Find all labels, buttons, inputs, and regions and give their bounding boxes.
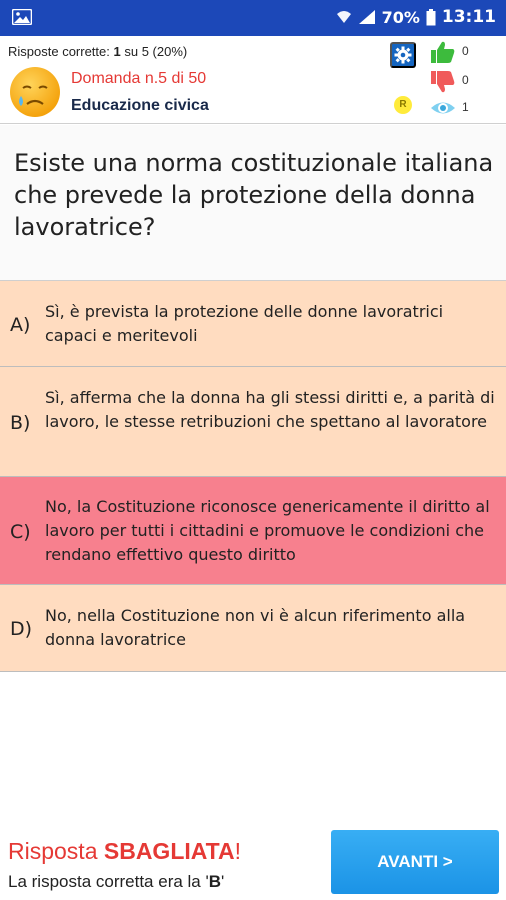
likes-count: 0 (462, 44, 469, 58)
sad-face-icon (9, 66, 61, 118)
clock: 13:11 (441, 7, 496, 27)
answer-letter: C) (10, 521, 31, 543)
status-bar (0, 0, 506, 36)
correct-prefix: La risposta corretta era la ' (8, 872, 209, 891)
answer-text: Sì, è prevista la protezione delle donne lavoratrici capaci e meritevoli (45, 302, 444, 345)
settings-button[interactable] (390, 42, 416, 68)
wifi-icon (336, 9, 352, 25)
quiz-header (0, 36, 506, 124)
answer-option-d[interactable] (0, 585, 506, 672)
signal-icon (358, 9, 376, 25)
answer-option-c[interactable] (0, 477, 506, 585)
question-category: Educazione civica (71, 97, 209, 114)
result-prefix: Risposta (8, 838, 104, 864)
score-value: 1 (113, 44, 121, 59)
gallery-icon (12, 9, 32, 25)
thumbs-down-icon[interactable] (430, 70, 456, 94)
answer-text: No, la Costituzione riconosce genericamente il diritto al lavoro per tutti i cittadini e promuove le condizioni che rendano effettivo questo diritto (45, 497, 490, 564)
result-title (8, 838, 241, 865)
answer-letter: D) (10, 618, 33, 640)
answer-option-a[interactable] (0, 281, 506, 367)
result-footer (0, 822, 506, 900)
thumbs-up-icon[interactable] (430, 40, 456, 64)
answer-text: Sì, afferma che la donna ha gli stessi diritti e, a parità di lavoro, le stesse retribuzioni che spettano al lavoratore (45, 388, 495, 431)
result-word: SBAGLIATA (103, 838, 235, 864)
gear-icon (394, 46, 412, 64)
answer-letter: A) (10, 314, 31, 336)
eye-icon (430, 96, 456, 120)
correct-answer-note (8, 872, 224, 892)
question-text: Esiste una norma costituzionale italiana che prevede la protezione della donna lavoratrice? (14, 149, 494, 241)
score-label: Risposte corrette: (8, 44, 110, 59)
result-suffix: ! (234, 838, 242, 864)
battery-icon (426, 9, 436, 26)
r-badge: R (394, 96, 412, 114)
dislikes-count: 0 (462, 73, 469, 87)
question-number: Domanda n.5 di 50 (71, 70, 207, 87)
answer-letter: B) (10, 412, 31, 434)
correct-suffix: ' (221, 872, 225, 891)
score-summary (8, 44, 187, 59)
views-count: 1 (462, 100, 469, 114)
score-rest: su 5 (20%) (124, 44, 188, 59)
next-button[interactable]: AVANTI > (331, 830, 499, 894)
answer-option-b[interactable] (0, 367, 506, 477)
answer-text: No, nella Costituzione non vi è alcun riferimento alla donna lavoratrice (45, 606, 466, 649)
correct-letter: B (208, 872, 222, 891)
question-panel (0, 125, 506, 281)
battery-percent: 70% (381, 7, 420, 27)
